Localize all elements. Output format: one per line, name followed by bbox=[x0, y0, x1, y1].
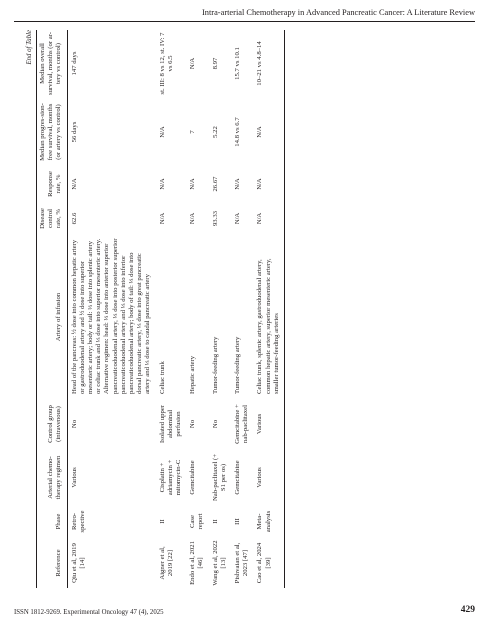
dcr-cell: N/A bbox=[158, 212, 166, 225]
running-head: Intra-arterial Chemotherapy in Advanced Pancreatic Cancer: A Literature Review bbox=[202, 8, 475, 17]
rr-cell: 26.67 bbox=[211, 176, 219, 192]
pfs-cell: 56 days bbox=[70, 121, 78, 143]
pfs-cell: N/A bbox=[158, 126, 166, 138]
rr-cell: N/A bbox=[234, 178, 242, 190]
journal-footer: ISSN 1812-9269. Experimental Oncology 47 (4), 2025 bbox=[14, 609, 164, 616]
rr-cell: N/A bbox=[158, 178, 166, 190]
dcr-cell: 62.6 bbox=[70, 212, 78, 225]
column-header: Response rate, % bbox=[37, 167, 68, 201]
regimen-cell: Gemcitabine bbox=[234, 460, 242, 495]
column-header: Reference bbox=[37, 538, 68, 588]
regimen-cell: Nab-paclitaxel (+ S1 per os) bbox=[211, 453, 227, 502]
dcr-cell: N/A bbox=[253, 201, 284, 236]
artery-cell: Hepatic artery bbox=[189, 355, 197, 394]
artery-cell: Tumor-feeding artery bbox=[211, 336, 219, 394]
regimen-cell: Gemcitabine bbox=[189, 460, 197, 495]
phase-cell: Case report bbox=[189, 513, 205, 530]
column-header: Artery of infusion bbox=[37, 236, 68, 398]
pfs-cell: 7 bbox=[189, 130, 197, 134]
table-row bbox=[156, 30, 187, 588]
control-cell: No bbox=[70, 419, 78, 429]
phase-cell: Meta-analysis bbox=[253, 505, 284, 538]
regimen-cell: Various bbox=[70, 467, 78, 488]
dcr-cell: 93.33 bbox=[211, 210, 219, 227]
column-header: Disease control rate, % bbox=[37, 201, 68, 236]
rr-cell: N/A bbox=[70, 178, 78, 190]
phase-cell: II bbox=[158, 519, 166, 524]
artery-cell: Head of the pancreas: ½ dose into common hepatic artery or gastroduodenal artery and ½ dose into superior mesenteric artery; body or tail: ⅓ dose into splenic artery or celiac trunk and ⅓ dose into superior mesenteric artery. Alternative regimen: head: ⅓ dose into anterior superior pancreaticoduodenal artery, ⅓ dose into posterior superior pancreaticoduodenal artery and ⅓ dose into inferior pancreaticoduodenal artery; body of tail: ⅓ dose into dorsal pancreatic artery, ⅓ dose into great pancreatic artery and ⅓ dose to caudal pancreatic artery bbox=[70, 238, 152, 394]
rr-cell: N/A bbox=[189, 178, 197, 190]
table-row bbox=[209, 30, 231, 588]
reference-cell: Cao et al, 2024 [39] bbox=[253, 538, 284, 588]
rr-cell: N/A bbox=[253, 167, 284, 201]
dcr-cell: N/A bbox=[189, 212, 197, 225]
phase-cell: III bbox=[234, 518, 242, 525]
table-row bbox=[231, 30, 253, 588]
column-header: Control group (intravenous) bbox=[37, 398, 68, 450]
table-row bbox=[67, 30, 156, 588]
os-cell: 10–21 vs 4.8–14 bbox=[253, 30, 284, 97]
reference-cell: Qiu et al, 2019 [14] bbox=[70, 543, 86, 583]
pfs-cell: 14.8 vs 6.7 bbox=[234, 117, 242, 147]
column-header: Phase bbox=[37, 505, 68, 538]
control-cell: Isolated upper abdominal perfusion bbox=[158, 404, 183, 444]
artery-cell: Celiac trunk, splenic artery, gastroduodenal artery, common hepatic artery, superior mesenteric artery, smaller tumor-feeding arteries bbox=[253, 236, 284, 398]
column-header: Median overall survival, months (or ar-tery vs control) bbox=[37, 30, 68, 97]
rotated-table-block bbox=[26, 30, 470, 588]
regimen-cell: Various bbox=[253, 450, 284, 505]
column-header: Arterial chemo-therapy regimen bbox=[37, 450, 68, 505]
table-row bbox=[186, 30, 208, 588]
reference-cell: Endo et al, 2021 [46] bbox=[189, 541, 205, 585]
regimen-cell: Cisplatin + adriamycin + mitomycin-C bbox=[158, 459, 183, 496]
control-cell: Various bbox=[253, 398, 284, 450]
page-number: 429 bbox=[460, 605, 475, 615]
reference-cell: Wang et al, 2022 [13] bbox=[211, 540, 227, 586]
table-row bbox=[253, 30, 284, 588]
os-cell: 8.97 bbox=[211, 57, 219, 70]
column-header: Median progres-sion-free survival, months (or artery vs control) bbox=[37, 97, 68, 167]
os-cell: st. III: 8 vs 12, st. IV: 7 vs 6.5 bbox=[158, 32, 174, 95]
phase-cell: Retro-spective bbox=[70, 510, 86, 533]
pfs-cell: N/A bbox=[253, 97, 284, 167]
artery-cell: Celiac trunk bbox=[158, 361, 166, 394]
control-cell: No bbox=[189, 419, 197, 429]
os-cell: 147 days bbox=[70, 51, 78, 76]
os-cell: 15.7 vs 10.1 bbox=[234, 47, 242, 80]
reference-cell: Pishvaian et al, 2023 [47] bbox=[234, 542, 250, 584]
pfs-cell: 5.22 bbox=[211, 126, 219, 138]
results-table bbox=[36, 30, 285, 588]
dcr-cell: N/A bbox=[234, 212, 242, 225]
control-cell: Gemcitabine + nab-paclitaxel bbox=[234, 404, 250, 444]
table-header-row bbox=[37, 30, 68, 588]
phase-cell: II bbox=[211, 519, 219, 524]
end-of-table-note: End of Table bbox=[26, 30, 33, 65]
reference-cell: Aigner et al, 2019 [22] bbox=[158, 546, 174, 580]
artery-cell: Tumor-feeding artery bbox=[234, 336, 242, 394]
os-cell: N/A bbox=[189, 57, 197, 70]
control-cell: No bbox=[211, 419, 219, 429]
header-rule bbox=[14, 21, 475, 22]
